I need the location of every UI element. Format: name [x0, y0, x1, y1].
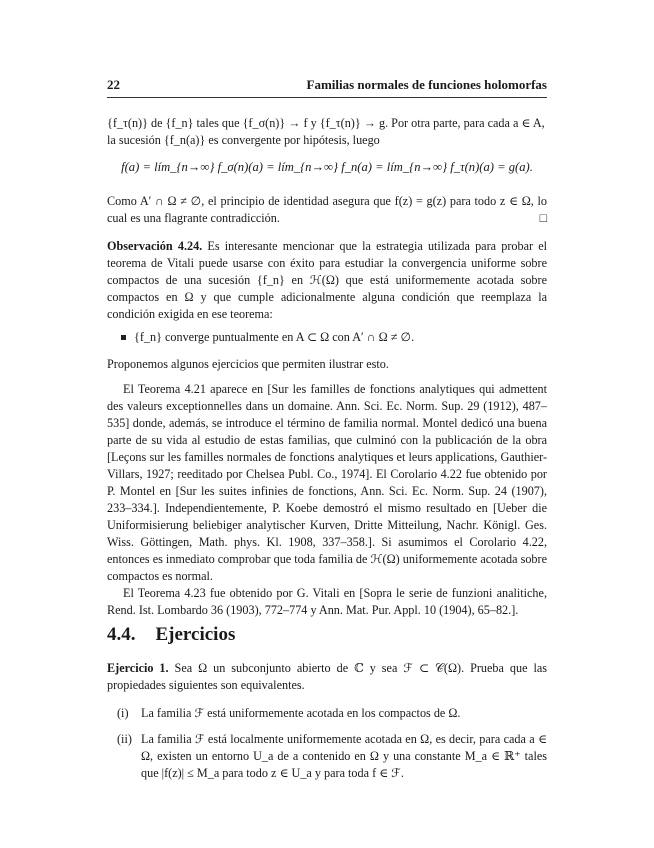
- limit-equation: f(a) = lím_{n→∞} f_σ(n)(a) = lím_{n→∞} f_n(a) = lím_{n→∞} f_τ(n)(a) = g(a).: [121, 160, 533, 174]
- running-header: [107, 77, 547, 98]
- bullet-text: {f_n} converge puntualmente en A ⊂ Ω con A′ ∩ Ω ≠ ∅.: [134, 330, 415, 344]
- item-text: La familia ℱ está localmente uniformemente acotada en Ω, es decir, para cada a ∈ Ω, existen un entorno U_a de a contenido en Ω y una constante M_a ∈ ℝ⁺ tales que |f(z)| ≤ M_a para todo z ∈ U_a y para toda f ∈ ℱ.: [141, 732, 547, 780]
- observation-label: Observación 4.24.: [107, 239, 203, 253]
- qed-symbol: □: [539, 211, 547, 225]
- section-number: 4.4.: [107, 624, 136, 645]
- proof-conclusion: Como A′ ∩ Ω ≠ ∅, el principio de identidad asegura que f(z) = g(z) para todo z ∈ Ω, lo cual es una flagrante contradicción.: [107, 194, 547, 225]
- page-number: 22: [107, 77, 120, 92]
- proof-line-1: {f_τ(n)} de {f_n} tales que {f_σ(n)} → f y {f_τ(n)} → g. Por otra parte, para cada a ∈ A,: [107, 116, 545, 130]
- history-paragraph-1: El Teorema 4.21 aparece en [Sur les familles de fonctions analytiques qui admettent des valeurs exceptionnelles dans un domaine. Ann. Sci. Ec. Norm. Sup. 29 (1912), 487–535] donde, además, se introduce el término de familia normal. Montel dedicó una buena parte de su vida al estudio de estas familias, que culminó con la publicación de la obra [Leçons sur les familles normales de fonctions analytiques et leurs applications, Gauthier-Villars, 1927; reeditado por Chelsea Publ. Co., 1974]. El Corolario 4.22 fue obtenido por P. Montel en [Sur les suites infinies de fonctions, Ann. Sci. Ec. Norm. Sup. 24 (1907), 233–334.]. Independientemente, P. Koebe demostró el mismo resultado en [Ueber die Uniformisierung beliebiger analytischer Kurven, Dritte Mitteilung, Nachr. Königl. Ges. Wiss. Göttingen, Math. phys. Kl. 1908, 337–358.]. Si asumimos el Corolario 4.22, entonces es inmediato comprobar que toda familia de ℋ(Ω) uniformemente acotada sobre compactos es normal.: [107, 382, 547, 583]
- observation-4-24: [107, 238, 547, 323]
- bullet-square-icon: [121, 335, 126, 340]
- historical-notes: [107, 381, 547, 619]
- exercise-text: Sea Ω un subconjunto abierto de ℂ y sea ℱ ⊂ 𝒞(Ω). Prueba que las propiedades siguientes son equivalentes.: [107, 661, 547, 692]
- page: [107, 0, 547, 848]
- item-label: (i): [117, 706, 129, 720]
- bullet-item: [107, 330, 547, 345]
- item-label: (ii): [117, 732, 132, 746]
- proof-conclusion-block: [107, 193, 547, 227]
- exercise-label: Ejercicio 1.: [107, 661, 169, 675]
- observation-text: Es interesante mencionar que la estrategia utilizada para probar el teorema de Vitali puede usarse con éxito para estudiar la convergencia uniforme sobre compactos de una sucesión {f_n} en ℋ(Ω) que está uniformemente acotada sobre compactos en Ω y que cumple adicionalmente alguna condición que reemplaza la condición exigida en ese teorema:: [107, 239, 548, 321]
- exercise-1: [107, 660, 547, 694]
- proof-line-2: la sucesión {f_n(a)} es convergente por hipótesis, luego: [107, 133, 380, 147]
- observation-after: Proponemos algunos ejercicios que permiten ilustrar esto.: [107, 357, 389, 371]
- running-title: Familias normales de funciones holomorfas: [306, 77, 547, 92]
- section-heading: [107, 624, 235, 646]
- history-paragraph-2: El Teorema 4.23 fue obtenido por G. Vitali en [Sopra le serie de funzioni analitiche, Rend. Ist. Lombardo 36 (1903), 772–774 y Ann. Mat. Pur. Appl. 10 (1904), 65–82.].: [107, 586, 547, 617]
- proof-ending: [107, 115, 547, 149]
- item-text: La familia ℱ está uniformemente acotada en los compactos de Ω.: [141, 706, 461, 720]
- section-title: Ejercicios: [155, 624, 236, 645]
